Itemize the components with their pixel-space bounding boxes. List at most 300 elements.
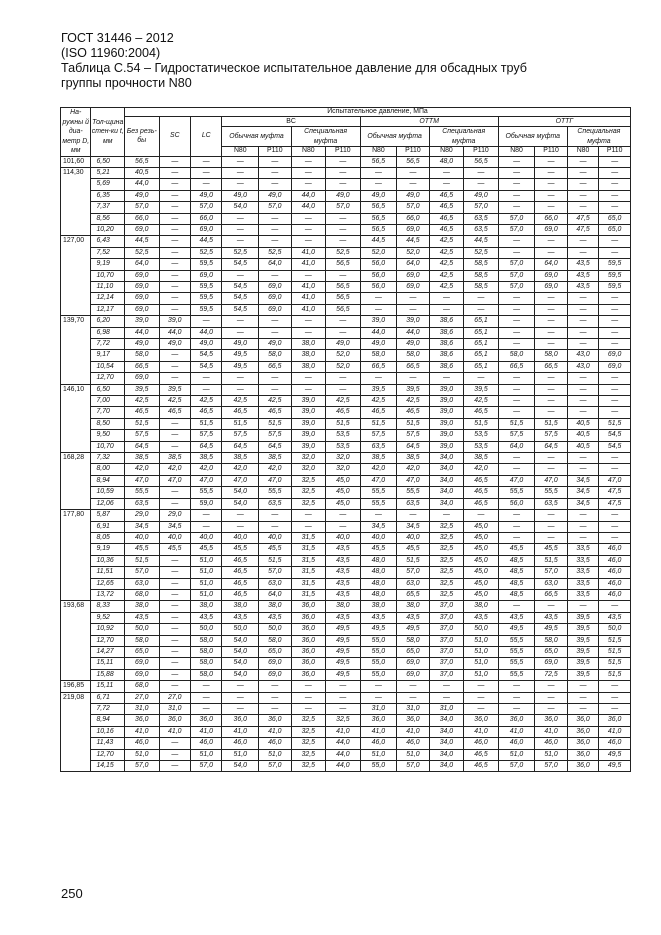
wall-thickness-cell: 7,70: [91, 407, 125, 418]
pressure-cell: 54,5: [222, 281, 259, 292]
pressure-cell: 39,0: [291, 441, 326, 452]
table-row: [61, 578, 631, 589]
grade-header: P110: [599, 147, 631, 156]
pressure-cell: 31,0: [360, 704, 397, 715]
pressure-cell: —: [259, 373, 292, 384]
pressure-cell: —: [464, 304, 499, 315]
pressure-cell: —: [599, 236, 631, 247]
pressure-cell: 31,5: [291, 555, 326, 566]
pressure-cell: —: [222, 270, 259, 281]
pressure-cell: 58,0: [191, 646, 222, 657]
pressure-cell: 56,5: [397, 156, 430, 167]
pressure-cell: 56,5: [326, 259, 361, 270]
pressure-cell: 51,5: [124, 418, 159, 429]
pressure-cell: 44,0: [397, 327, 430, 338]
pressure-cell: —: [567, 510, 598, 521]
pressure-cell: 58,5: [464, 281, 499, 292]
pressure-cell: 36,0: [222, 715, 259, 726]
pressure-cell: —: [599, 316, 631, 327]
pressure-cell: 44,5: [360, 236, 397, 247]
pressure-cell: 49,5: [326, 646, 361, 657]
pressure-cell: —: [360, 510, 397, 521]
pressure-cell: 59,5: [191, 259, 222, 270]
table-row: [61, 601, 631, 612]
pressure-cell: —: [498, 339, 535, 350]
pressure-cell: 45,5: [259, 544, 292, 555]
pressure-cell: 45,0: [326, 487, 361, 498]
pressure-cell: 32,5: [429, 589, 464, 600]
pressure-cell: 64,5: [191, 441, 222, 452]
wall-thickness-cell: 8,00: [91, 464, 125, 475]
pressure-cell: 32,0: [326, 453, 361, 464]
pressure-cell: 46,0: [599, 738, 631, 749]
pressure-cell: 55,0: [360, 646, 397, 657]
pressure-cell: 41,0: [291, 304, 326, 315]
table-row: [61, 281, 631, 292]
pressure-cell: 58,0: [191, 658, 222, 669]
pressure-cell: 32,5: [429, 521, 464, 532]
wall-thickness-cell: 12,65: [91, 578, 125, 589]
wall-thickness-cell: 9,17: [91, 350, 125, 361]
pressure-cell: —: [567, 453, 598, 464]
pressure-cell: 66,5: [397, 361, 430, 372]
pressure-cell: —: [599, 373, 631, 384]
pressure-cell: 52,0: [360, 247, 397, 258]
pressure-cell: 57,0: [464, 202, 499, 213]
pressure-cell: 46,0: [599, 544, 631, 555]
pressure-cell: 53,5: [464, 441, 499, 452]
pressure-cell: —: [222, 373, 259, 384]
pressure-cell: —: [498, 521, 535, 532]
pressure-cell: 39,0: [360, 316, 397, 327]
pressure-cell: 49,5: [222, 350, 259, 361]
pressure-cell: —: [535, 704, 568, 715]
pressure-cell: 55,5: [498, 646, 535, 657]
pressure-cell: 42,5: [429, 281, 464, 292]
pressure-cell: 66,5: [259, 361, 292, 372]
pressure-cell: 46,5: [464, 475, 499, 486]
pressure-cell: 43,0: [567, 361, 598, 372]
pressure-cell: —: [397, 179, 430, 190]
pressure-cell: —: [159, 555, 190, 566]
pressure-cell: 46,5: [429, 224, 464, 235]
pressure-cell: 41,0: [259, 726, 292, 737]
pressure-cell: 37,0: [429, 635, 464, 646]
pressure-cell: 65,0: [599, 224, 631, 235]
pressure-cell: —: [464, 692, 499, 703]
pressure-cell: —: [326, 213, 361, 224]
wall-thickness-cell: 12,06: [91, 498, 125, 509]
pressure-cell: 63,0: [397, 578, 430, 589]
pressure-cell: 57,0: [191, 202, 222, 213]
pressure-cell: 41,0: [464, 726, 499, 737]
pressure-cell: 51,0: [124, 749, 159, 760]
pressure-cell: 52,0: [326, 361, 361, 372]
pressure-cell: —: [159, 418, 190, 429]
pressure-cell: 44,5: [191, 236, 222, 247]
table-row: [61, 339, 631, 350]
pressure-cell: —: [535, 167, 568, 178]
pressure-cell: 46,5: [222, 567, 259, 578]
pressure-cell: 49,0: [259, 190, 292, 201]
pressure-cell: —: [222, 692, 259, 703]
pressure-cell: —: [259, 213, 292, 224]
pressure-cell: —: [222, 510, 259, 521]
pressure-cell: 64,5: [397, 441, 430, 452]
wall-thickness-cell: 9,50: [91, 430, 125, 441]
pressure-cell: 45,0: [464, 544, 499, 555]
pressure-cell: —: [429, 373, 464, 384]
pressure-cell: —: [291, 510, 326, 521]
pressure-cell: 45,5: [535, 544, 568, 555]
pressure-cell: 39,5: [464, 384, 499, 395]
pressure-cell: 27,0: [159, 692, 190, 703]
pressure-cell: 39,0: [429, 407, 464, 418]
pressure-cell: 50,0: [222, 624, 259, 635]
pressure-cell: 31,5: [291, 589, 326, 600]
pressure-cell: —: [498, 396, 535, 407]
table-row: [61, 396, 631, 407]
pressure-cell: 49,5: [326, 635, 361, 646]
pressure-cell: 53,5: [464, 430, 499, 441]
pressure-cell: —: [599, 293, 631, 304]
pressure-cell: 38,5: [397, 453, 430, 464]
pressure-cell: 64,0: [535, 259, 568, 270]
table-row: [61, 202, 631, 213]
wall-thickness-cell: 8,33: [91, 601, 125, 612]
pressure-cell: —: [326, 384, 361, 395]
pressure-cell: 43,5: [464, 612, 499, 623]
pressure-cell: 45,0: [326, 498, 361, 509]
pressure-cell: 46,5: [464, 407, 499, 418]
pressure-cell: —: [498, 247, 535, 258]
diameter-cell: 219,08: [61, 692, 91, 772]
pressure-cell: 39,0: [429, 384, 464, 395]
pressure-cell: —: [360, 304, 397, 315]
wall-thickness-cell: 12,70: [91, 373, 125, 384]
pressure-cell: 56,5: [360, 224, 397, 235]
pressure-cell: —: [567, 396, 598, 407]
table-row: [61, 453, 631, 464]
pressure-cell: 63,5: [464, 224, 499, 235]
table-row: [61, 373, 631, 384]
pressure-cell: 56,0: [360, 270, 397, 281]
pressure-cell: 64,0: [259, 589, 292, 600]
pressure-cell: 46,0: [124, 738, 159, 749]
pressure-cell: —: [360, 167, 397, 178]
pressure-cell: 56,5: [326, 281, 361, 292]
pressure-cell: 38,6: [429, 339, 464, 350]
pressure-cell: 56,5: [326, 293, 361, 304]
pressure-cell: 48,5: [498, 567, 535, 578]
pressure-cell: 57,5: [535, 430, 568, 441]
pressure-cell: 40,0: [360, 532, 397, 543]
pressure-cell: 51,0: [464, 646, 499, 657]
pressure-cell: 65,0: [124, 646, 159, 657]
table-row: [61, 418, 631, 429]
pressure-cell: 36,0: [567, 715, 598, 726]
pressure-cell: 51,5: [599, 635, 631, 646]
pressure-cell: 49,0: [191, 339, 222, 350]
pressure-cell: 54,5: [191, 350, 222, 361]
header-ottm: ОТТМ: [360, 117, 498, 127]
pressure-cell: 46,5: [159, 407, 190, 418]
wall-thickness-cell: 6,98: [91, 327, 125, 338]
pressure-cell: 59,5: [191, 293, 222, 304]
pressure-cell: 66,0: [124, 213, 159, 224]
pressure-cell: —: [291, 521, 326, 532]
pressure-cell: —: [599, 190, 631, 201]
table-row: [61, 384, 631, 395]
pressure-cell: —: [326, 327, 361, 338]
wall-thickness-cell: 6,50: [91, 156, 125, 167]
pressure-cell: 56,5: [326, 304, 361, 315]
pressure-cell: —: [222, 704, 259, 715]
pressure-cell: 34,0: [429, 498, 464, 509]
table-row: [61, 167, 631, 178]
pressure-cell: 45,5: [159, 544, 190, 555]
table-row: [61, 327, 631, 338]
header-sc: SC: [159, 117, 190, 156]
grade-header: P110: [397, 147, 430, 156]
pressure-cell: 55,5: [360, 498, 397, 509]
pressure-cell: 51,5: [326, 418, 361, 429]
table-row: [61, 224, 631, 235]
pressure-cell: 51,5: [397, 418, 430, 429]
pressure-cell: —: [599, 179, 631, 190]
header-plain: Без резь-бы: [124, 117, 159, 156]
pressure-cell: 38,6: [429, 327, 464, 338]
diameter-cell: 177,80: [61, 510, 91, 601]
pressure-cell: 52,5: [191, 247, 222, 258]
pressure-cell: 38,5: [464, 453, 499, 464]
pressure-cell: —: [498, 601, 535, 612]
table-title: Таблица С.54 – Гидростатическое испытательное давление для обсадных труб: [61, 61, 528, 75]
wall-thickness-cell: 10,36: [91, 555, 125, 566]
pressure-cell: —: [429, 179, 464, 190]
header-ottg-special: Специальная муфта: [567, 127, 630, 147]
pressure-cell: —: [360, 373, 397, 384]
pressure-cell: —: [159, 761, 190, 772]
pressure-cell: —: [291, 179, 326, 190]
table-row: [61, 179, 631, 190]
pressure-cell: 43,5: [498, 612, 535, 623]
pressure-cell: 41,0: [124, 726, 159, 737]
pressure-cell: 47,0: [599, 475, 631, 486]
pressure-cell: —: [159, 567, 190, 578]
header-ottm-special: Специальная муфта: [429, 127, 498, 147]
pressure-cell: 46,5: [464, 498, 499, 509]
pressure-cell: 46,5: [222, 555, 259, 566]
pressure-cell: 37,0: [429, 601, 464, 612]
pressure-cell: 46,5: [429, 213, 464, 224]
grade-header: N80: [291, 147, 326, 156]
pressure-cell: —: [191, 156, 222, 167]
pressure-cell: 51,5: [535, 555, 568, 566]
pressure-cell: —: [535, 373, 568, 384]
pressure-cell: 49,0: [360, 339, 397, 350]
pressure-cell: 64,5: [535, 441, 568, 452]
pressure-cell: 40,5: [567, 441, 598, 452]
pressure-cell: 54,0: [222, 658, 259, 669]
pressure-cell: 46,5: [464, 761, 499, 772]
pressure-cell: 33,5: [567, 555, 598, 566]
pressure-cell: 54,0: [222, 646, 259, 657]
pressure-cell: 52,5: [259, 247, 292, 258]
pressure-cell: 54,0: [222, 635, 259, 646]
pressure-cell: 43,5: [326, 544, 361, 555]
pressure-cell: 58,0: [360, 350, 397, 361]
table-row: [61, 749, 631, 760]
pressure-cell: 57,0: [124, 761, 159, 772]
pressure-cell: 58,0: [191, 635, 222, 646]
pressure-cell: —: [567, 327, 598, 338]
pressure-cell: 34,5: [567, 498, 598, 509]
document-header: [61, 31, 641, 91]
pressure-cell: 39,5: [567, 658, 598, 669]
pressure-cell: —: [222, 179, 259, 190]
pressure-cell: —: [326, 236, 361, 247]
pressure-cell: 39,5: [360, 384, 397, 395]
pressure-cell: 36,0: [291, 646, 326, 657]
pressure-cell: 38,0: [222, 601, 259, 612]
pressure-cell: 47,0: [159, 475, 190, 486]
pressure-cell: 49,0: [124, 190, 159, 201]
pressure-cell: 44,5: [464, 236, 499, 247]
pressure-cell: 36,0: [567, 738, 598, 749]
pressure-cell: —: [498, 373, 535, 384]
pressure-cell: 58,0: [259, 350, 292, 361]
pressure-cell: 38,5: [191, 453, 222, 464]
pressure-cell: 38,5: [222, 453, 259, 464]
pressure-cell: 46,0: [464, 738, 499, 749]
pressure-cell: 46,5: [360, 407, 397, 418]
pressure-cell: —: [326, 704, 361, 715]
pressure-cell: 37,0: [429, 624, 464, 635]
pressure-cell: —: [535, 190, 568, 201]
table-row: [61, 704, 631, 715]
pressure-cell: 49,0: [191, 190, 222, 201]
header-ottg: ОТТГ: [498, 117, 630, 127]
pressure-cell: 38,5: [360, 453, 397, 464]
table-row: [61, 658, 631, 669]
pressure-cell: 38,0: [291, 339, 326, 350]
pressure-cell: 36,0: [191, 715, 222, 726]
pressure-cell: 42,5: [360, 396, 397, 407]
pressure-cell: 34,5: [397, 521, 430, 532]
pressure-cell: —: [291, 327, 326, 338]
pressure-cell: —: [464, 704, 499, 715]
pressure-cell: —: [498, 202, 535, 213]
pressure-cell: 36,0: [291, 624, 326, 635]
pressure-cell: 49,5: [326, 658, 361, 669]
pressure-cell: —: [326, 681, 361, 692]
pressure-cell: 46,5: [222, 589, 259, 600]
pressure-cell: —: [567, 692, 598, 703]
pressure-cell: 49,0: [326, 339, 361, 350]
pressure-cell: 57,5: [191, 430, 222, 441]
pressure-cell: 49,0: [360, 190, 397, 201]
pressure-cell: —: [326, 510, 361, 521]
pressure-cell: 39,0: [429, 396, 464, 407]
pressure-cell: 47,0: [535, 475, 568, 486]
wall-thickness-cell: 10,70: [91, 441, 125, 452]
pressure-cell: —: [259, 384, 292, 395]
pressure-cell: —: [159, 646, 190, 657]
wall-thickness-cell: 7,72: [91, 339, 125, 350]
pressure-cell: —: [159, 612, 190, 623]
pressure-cell: 46,5: [326, 407, 361, 418]
pressure-cell: 51,0: [191, 578, 222, 589]
pressure-cell: 57,0: [397, 761, 430, 772]
pressure-cell: 57,0: [124, 567, 159, 578]
standard-code: ГОСТ 31446 – 2012: [61, 31, 174, 45]
pressure-cell: 54,0: [222, 202, 259, 213]
pressure-cell: 66,5: [498, 361, 535, 372]
table-row: [61, 669, 631, 680]
pressure-cell: 32,5: [291, 475, 326, 486]
pressure-cell: 32,5: [291, 487, 326, 498]
pressure-cell: 51,0: [397, 749, 430, 760]
pressure-cell: 32,5: [291, 738, 326, 749]
pressure-cell: —: [222, 156, 259, 167]
pressure-cell: 54,5: [191, 361, 222, 372]
pressure-cell: 65,0: [259, 646, 292, 657]
pressure-cell: 72,5: [535, 669, 568, 680]
pressure-cell: 37,0: [429, 658, 464, 669]
table-row: [61, 567, 631, 578]
pressure-cell: 46,5: [429, 190, 464, 201]
table-row: [61, 715, 631, 726]
pressure-cell: 42,0: [159, 464, 190, 475]
pressure-cell: —: [599, 510, 631, 521]
wall-thickness-cell: 15,11: [91, 681, 125, 692]
pressure-cell: —: [360, 681, 397, 692]
pressure-cell: 34,5: [124, 521, 159, 532]
pressure-cell: 34,0: [429, 726, 464, 737]
table-row: [61, 635, 631, 646]
pressure-cell: 58,0: [259, 635, 292, 646]
pressure-cell: 46,5: [464, 749, 499, 760]
table-row: [61, 624, 631, 635]
pressure-cell: 57,0: [535, 567, 568, 578]
pressure-cell: 51,5: [498, 418, 535, 429]
pressure-cell: 51,5: [222, 418, 259, 429]
pressure-cell: 58,0: [397, 635, 430, 646]
pressure-cell: 36,0: [291, 601, 326, 612]
pressure-cell: —: [599, 464, 631, 475]
pressure-cell: 31,5: [291, 578, 326, 589]
pressure-cell: —: [291, 213, 326, 224]
pressure-cell: 42,5: [429, 259, 464, 270]
pressure-cell: 45,0: [464, 521, 499, 532]
pressure-cell: —: [159, 213, 190, 224]
pressure-cell: 42,5: [159, 396, 190, 407]
pressure-cell: 40,0: [259, 532, 292, 543]
pressure-cell: 47,0: [191, 475, 222, 486]
pressure-cell: 57,0: [498, 259, 535, 270]
pressure-cell: —: [259, 156, 292, 167]
diameter-cell: 146,10: [61, 384, 91, 452]
table-row: [61, 532, 631, 543]
pressure-cell: 39,5: [124, 384, 159, 395]
pressure-cell: 32,5: [429, 555, 464, 566]
pressure-cell: 46,5: [397, 407, 430, 418]
pressure-cell: —: [498, 316, 535, 327]
pressure-cell: —: [159, 281, 190, 292]
grade-header: N80: [498, 147, 535, 156]
pressure-cell: —: [159, 361, 190, 372]
